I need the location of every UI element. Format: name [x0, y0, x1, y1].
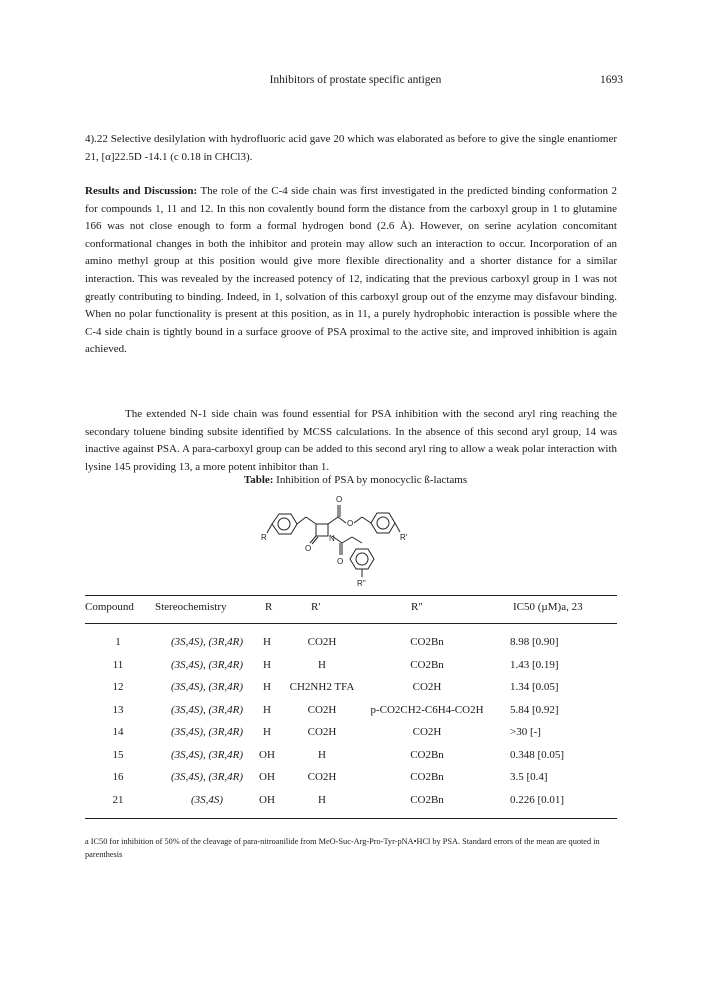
cell-compound: 13 — [112, 703, 124, 716]
paragraph-results — [85, 183, 617, 359]
page-number: 1693 — [600, 74, 623, 86]
table-footnote: a IC50 for inhibition of 50% of the cleavage of para-nitroanilide from MeO-Suc-Arg-Pro-Tyr-pNA•HCl by PSA. Standard errors of the mean are quoted in parenthesis — [85, 837, 600, 859]
label-o-ester: O — [347, 519, 354, 528]
beta-lactam-structure — [258, 493, 438, 589]
beta-lactam-ring — [316, 524, 328, 536]
cell-r: H — [263, 636, 271, 648]
table-caption-label: Table: — [243, 474, 274, 486]
right-aryl-circle — [377, 517, 389, 529]
table-row — [85, 659, 617, 676]
table-row — [85, 771, 617, 788]
cell-r-double: p-CO2CH2-C6H4-CO2H — [370, 703, 484, 716]
bottom-aryl-ring — [350, 549, 374, 569]
header-r-prime: R' — [311, 601, 321, 613]
cell-compound: 11 — [112, 658, 124, 671]
cell-compound: 21 — [112, 793, 124, 806]
label-o-lactam: O — [305, 544, 312, 553]
cell-r-double: CO2Bn — [410, 658, 444, 671]
cell-ic50: 1.34 [0.05] — [510, 681, 559, 693]
cell-r: H — [263, 658, 271, 671]
cell-r-double: CO2Bn — [410, 748, 444, 761]
cell-stereochemistry: (3S,4S), (3R,4R) — [170, 748, 244, 761]
cell-r: OH — [259, 748, 275, 761]
cell-stereochemistry: (3S,4S), (3R,4R) — [170, 681, 244, 693]
results-heading: Results and Discussion: — [85, 185, 198, 197]
cell-r-prime: H — [318, 748, 326, 761]
cell-ic50: >30 [-] — [510, 726, 541, 738]
table-row — [85, 794, 617, 811]
table-rule-bottom — [85, 818, 617, 819]
cell-ic50: 1.43 [0.19] — [510, 658, 559, 671]
cell-r: OH — [259, 771, 275, 783]
table-caption-text: Inhibition of PSA by monocyclic ß-lactams — [273, 474, 468, 486]
table-row — [85, 636, 617, 653]
cell-r-prime: CH2NH2 TFA — [289, 681, 355, 693]
header-compound: Compound — [85, 601, 134, 613]
cell-stereochemistry: (3S,4S), (3R,4R) — [170, 703, 244, 716]
left-aryl-circle — [278, 518, 290, 530]
cell-compound: 12 — [112, 681, 124, 693]
page-header — [0, 74, 711, 90]
cell-stereochemistry: (3S,4S), (3R,4R) — [170, 658, 244, 671]
cell-compound: 16 — [112, 771, 124, 783]
label-n: N — [329, 534, 335, 543]
cell-r: H — [263, 681, 271, 693]
cell-stereochemistry: (3S,4S), (3R,4R) — [170, 636, 244, 648]
table-row — [85, 704, 617, 721]
cell-r: OH — [259, 793, 275, 806]
results-body: The role of the C-4 side chain was first investigated in the predicted binding conformation 2 for compounds 1, 11 and 12. In this non covalently bound form the distance from the carboxyl group in 1 to glutamine 166 was not close enough to form a formal hydrogen bond (2.6 Å). However, on serine acylation concomitant conformational changes in both the inhibitor and protein may allow such an interaction to occur. Incorporation of an amino methyl group at this position would give more flexible directionality and a shorter distance for a similar interaction. This was revealed by the increased potency of 12, indicating that the previous carboxyl group in 1 was not greatly contributing to binding. Indeed, in 1, solvation of this carboxyl group out of the enzyme may disfavour binding. When no polar functionality is present at this position, as in 11, a purely hydrophobic interaction is possible where the C-4 side chain is tightly bound in a surface groove of PSA proximal to the active site, and improved inhibition is again achieved. — [85, 185, 617, 356]
paragraph-3: The extended N-1 side chain was found essential for PSA inhibition with the second aryl ring reaching the secondary toluene binding subsite identified by MCSS calculations. In the absence of this second aryl group, 14 was inactive against PSA. A para-carboxyl group can be added to this second aryl ring to allow a weak polar interaction with lysine 145 providing 13, a more potent inhibitor than 1. — [85, 408, 617, 473]
table-row — [85, 681, 617, 698]
cell-ic50: 3.5 [0.4] — [510, 771, 548, 783]
label-o-top: O — [336, 495, 343, 504]
label-r: R — [261, 533, 267, 542]
cell-r-prime: CO2H — [307, 636, 337, 648]
label-o-amide: O — [337, 557, 344, 566]
cell-ic50: 5.84 [0.92] — [510, 703, 559, 716]
cell-stereochemistry: (3S,4S), (3R,4R) — [170, 771, 244, 783]
right-aryl-ring — [371, 513, 395, 533]
bottom-aryl-circle — [356, 553, 368, 565]
table-caption — [0, 474, 711, 486]
header-stereochemistry: Stereochemistry — [155, 601, 227, 613]
running-head: Inhibitors of prostate specific antigen — [269, 74, 442, 86]
cell-r-double: CO2Bn — [410, 771, 444, 783]
cell-r-double: CO2Bn — [410, 793, 444, 806]
cell-compound: 1 — [115, 636, 121, 648]
header-ic50: IC50 (µM)a, 23 — [513, 601, 583, 613]
table-row — [85, 749, 617, 766]
label-r-prime: R' — [400, 533, 408, 542]
table-rule-top — [85, 595, 617, 596]
cell-compound: 14 — [112, 726, 124, 738]
cell-r-double: CO2H — [412, 681, 442, 693]
cell-r-prime: CO2H — [307, 726, 337, 738]
cell-r-double: CO2Bn — [410, 636, 444, 648]
cell-r-prime: CO2H — [307, 771, 337, 783]
paragraph-1: 4).22 Selective desilylation with hydrofluoric acid gave 20 which was elaborated as before to give the single enantiomer 21, [α]22.5D -14.1 (c 0.18 in CHCl3). — [85, 133, 617, 163]
label-r-double: R'' — [357, 579, 366, 588]
cell-ic50: 8.98 [0.90] — [510, 636, 559, 648]
header-r: R — [265, 601, 273, 613]
table-rule-mid — [85, 623, 617, 624]
cell-r: H — [263, 726, 271, 738]
cell-stereochemistry: (3S,4S), (3R,4R) — [170, 726, 244, 738]
cell-ic50: 0.226 [0.01] — [510, 793, 565, 806]
header-r-double: R" — [411, 601, 423, 613]
cell-stereochemistry: (3S,4S) — [190, 793, 224, 806]
cell-r-double: CO2H — [412, 726, 442, 738]
table-header-row — [85, 601, 617, 617]
left-aryl-ring — [272, 514, 297, 534]
cell-ic50: 0.348 [0.05] — [510, 748, 565, 761]
cell-r-prime: H — [318, 793, 326, 806]
cell-compound: 15 — [112, 748, 124, 761]
table-row — [85, 726, 617, 743]
cell-r-prime: H — [318, 658, 326, 671]
cell-r: H — [263, 703, 271, 716]
cell-r-prime: CO2H — [307, 703, 337, 716]
